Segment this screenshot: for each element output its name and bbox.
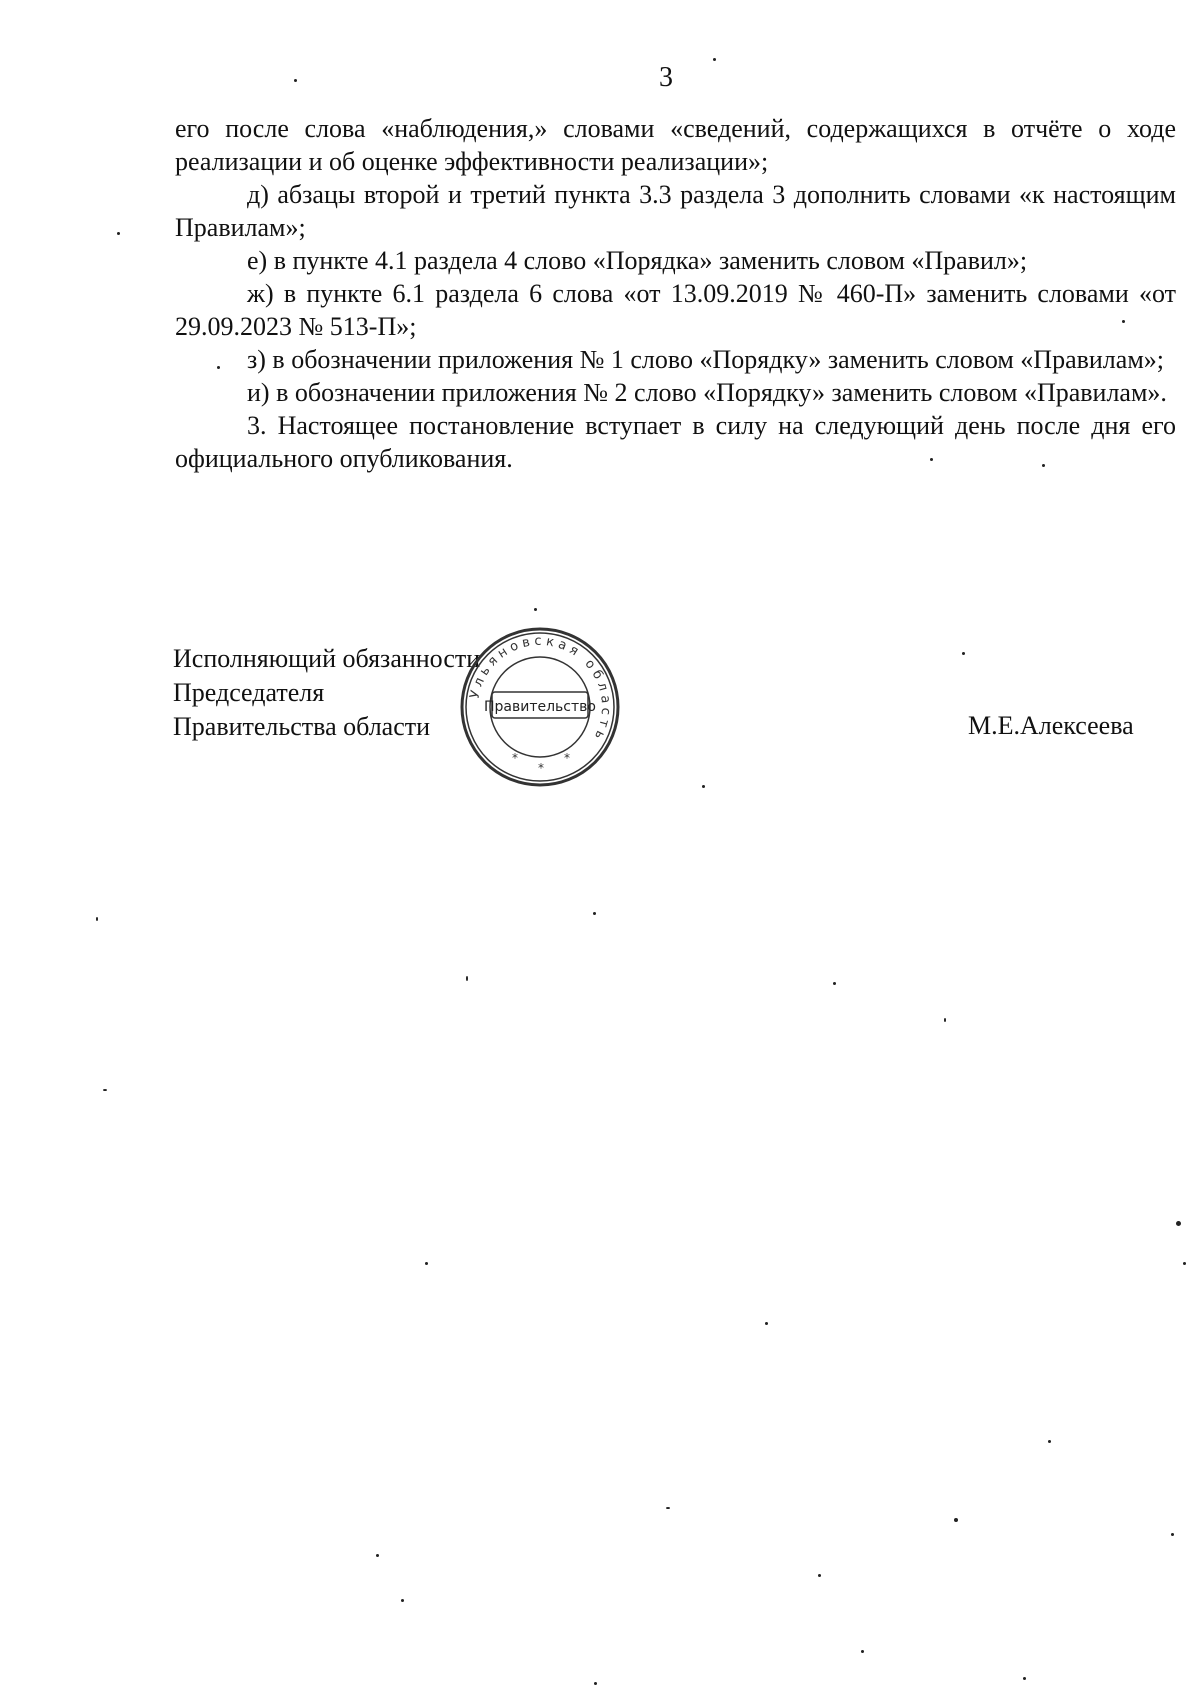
paragraph-item-z: з) в обозначении приложения № 1 слово «Порядку» заменить словом «Правилам»; — [247, 345, 1164, 374]
seal-ring-text: Ульяновская область — [467, 634, 614, 746]
scan-speck — [96, 917, 98, 921]
svg-text:*: * — [564, 751, 570, 765]
scan-speck — [1122, 320, 1125, 323]
scan-speck — [833, 982, 836, 985]
scan-speck — [944, 1018, 946, 1022]
page-number: 3 — [659, 62, 673, 93]
scan-speck — [702, 785, 705, 788]
scan-speck — [1023, 1677, 1026, 1680]
svg-text:*: * — [512, 751, 518, 765]
paragraph-item-3: 3. Настоящее постановление вступает в силу на следующий день после дня его официального опубликования. — [175, 411, 1176, 473]
scan-speck — [425, 1262, 428, 1265]
signature-position-line-2: Председателя — [173, 678, 325, 707]
seal-center-text: Правительство — [484, 699, 596, 715]
scan-speck — [1183, 1262, 1186, 1265]
scan-speck — [376, 1554, 379, 1557]
scan-speck — [117, 232, 120, 235]
scan-speck — [666, 1507, 670, 1509]
paragraph-item-zh: ж) в пункте 6.1 раздела 6 слова «от 13.09.2019 № 460-П» заменить словами «от 29.09.2023 № 513-П»; — [175, 279, 1176, 341]
svg-text:Ульяновская область — [467, 634, 613, 745]
scan-speck — [594, 1682, 597, 1685]
paragraph-item-d: д) абзацы второй и третий пункта 3.3 раздела 3 дополнить словами «к настоящим Правилам»; — [175, 180, 1176, 242]
scan-speck — [1042, 464, 1045, 467]
scan-speck — [962, 652, 965, 655]
scan-speck — [593, 912, 596, 915]
scan-speck — [401, 1599, 404, 1602]
signer-name: М.Е.Алексеева — [968, 711, 1134, 740]
scan-speck — [954, 1518, 958, 1522]
official-seal-stamp — [450, 622, 630, 792]
paragraph-item-e: е) в пункте 4.1 раздела 4 слово «Порядка» заменить словом «Правил»; — [247, 246, 1028, 275]
scan-speck — [1176, 1221, 1181, 1226]
signature-position-line-3: Правительства области — [173, 712, 431, 741]
scan-speck — [818, 1574, 821, 1577]
scan-speck — [294, 79, 297, 82]
scan-speck — [861, 1650, 864, 1653]
paragraph-item-i: и) в обозначении приложения № 2 слово «Порядку» заменить словом «Правилам». — [247, 378, 1167, 407]
scan-speck — [765, 1322, 768, 1325]
scan-speck — [713, 58, 716, 61]
signature-position-line-1: Исполняющий обязанности — [173, 644, 481, 673]
scan-speck — [1171, 1533, 1174, 1536]
document-body — [175, 112, 1176, 475]
scan-speck — [217, 366, 220, 369]
scan-speck — [103, 1089, 107, 1091]
scan-speck — [1048, 1440, 1051, 1443]
signature-position — [173, 642, 480, 744]
paragraph-1: его после слова «наблюдения,» словами «сведений, содержащихся в отчёте о ходе реализации и об оценке эффективности реализации»; — [175, 114, 1176, 176]
scan-speck — [466, 976, 468, 981]
scan-speck — [930, 458, 933, 461]
svg-text:*: * — [538, 761, 544, 775]
scan-speck — [534, 608, 537, 611]
